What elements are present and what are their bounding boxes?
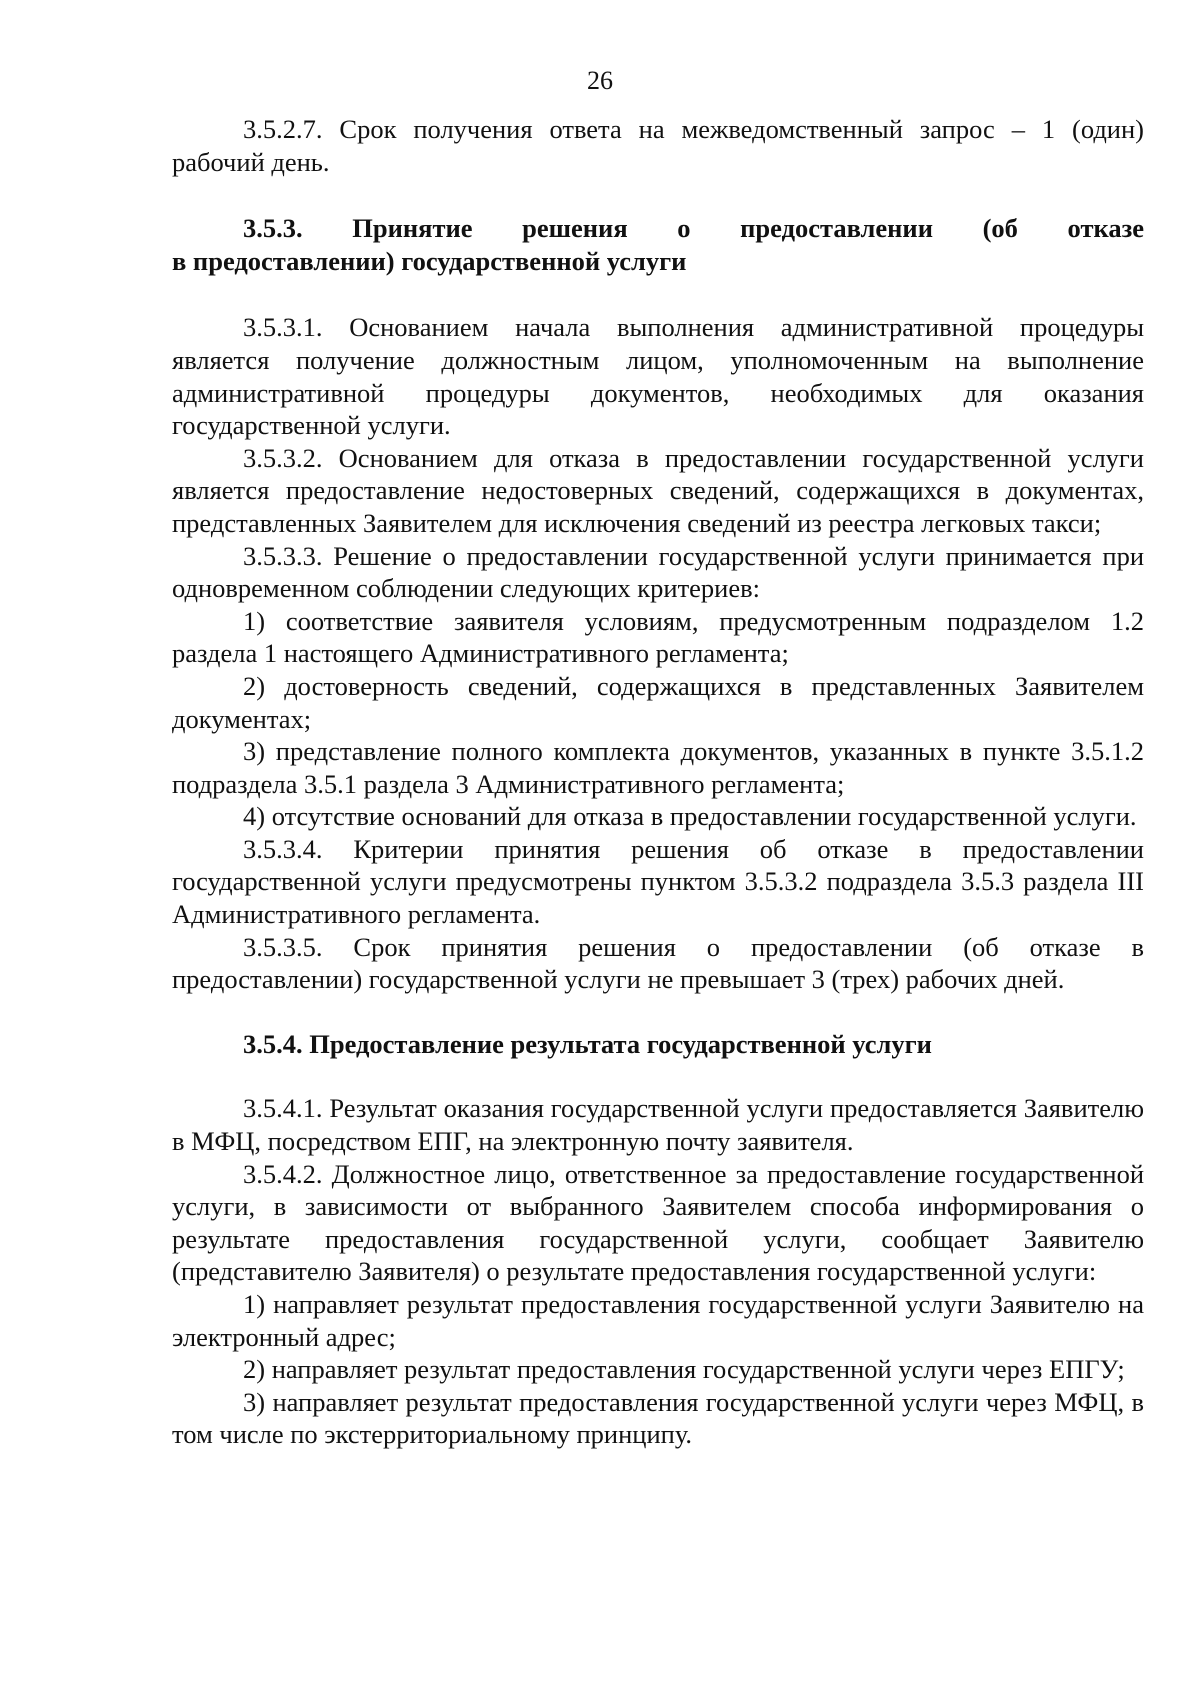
paragraph-3-5-3-3: 3.5.3.3. Решение о предоставлении государственной услуги принимается при одновременном соблюдении следующих критериев: <box>172 540 1144 604</box>
paragraph-3-5-3-4: 3.5.3.4. Критерии принятия решения об отказе в предоставлении государственной услуги предусмотрены пунктом 3.5.3.2 подраздела 3.5.3 раздела III Административного регламента. <box>172 833 1144 930</box>
paragraph-3-5-4-1: 3.5.4.1. Результат оказания государственной услуги предоставляется Заявителю в МФЦ, посредством ЕПГ, на электронную почту заявителя. <box>172 1093 1144 1157</box>
page-number: 26 <box>587 66 613 95</box>
list-item-3-5-3-3-3: 3) представление полного комплекта документов, указанных в пункте 3.5.1.2 подраздела 3.5.1 раздела 3 Административного регламента; <box>172 736 1144 799</box>
list-item-3-5-3-3-2: 2) достоверность сведений, содержащихся в представленных Заявителем документах; <box>172 670 1144 734</box>
section-heading-3-5-3-line2: в предоставлении) государственной услуги <box>172 245 687 276</box>
list-item-3-5-3-3-1: 1) соответствие заявителя условиям, предусмотренным подразделом 1.2 раздела 1 настоящего Административного регламента; <box>172 605 1144 669</box>
list-item-3-5-3-3-4: 4) отсутствие оснований для отказа в предоставлении государственной услуги. <box>243 801 1137 832</box>
list-item-3-5-4-2-1: 1) направляет результат предоставления государственной услуги Заявителю на электронный адрес; <box>172 1289 1144 1352</box>
section-heading-3-5-4: 3.5.4. Предоставление результата государственной услуги <box>243 1028 932 1059</box>
section-heading-3-5-3-line1: 3.5.3. Принятие решения о предоставлении (об отказе <box>243 213 1144 244</box>
paragraph-3-5-3-5: 3.5.3.5. Срок принятия решения о предоставлении (об отказе в предоставлении) государственной услуги не превышает 3 (трех) рабочих дней. <box>172 931 1144 995</box>
paragraph-3-5-3-2: 3.5.3.2. Основанием для отказа в предоставлении государственной услуги является предоставление недостоверных сведений, содержащихся в документах, представленных Заявителем для исключения сведений из реестра легковых такси; <box>172 442 1144 538</box>
list-item-3-5-4-2-2: 2) направляет результат предоставления государственной услуги через ЕПГУ; <box>243 1354 1125 1385</box>
document-body <box>172 113 1144 1451</box>
paragraph-3-5-4-2: 3.5.4.2. Должностное лицо, ответственное за предоставление государственной услуги, в зависимости от выбранного Заявителем способа информирования о результате предоставления государственной услуги, сообщает Заявителю (представителю Заявителя) о результате предоставления государственной услуги: <box>172 1158 1144 1287</box>
list-item-3-5-4-2-3: 3) направляет результат предоставления государственной услуги через МФЦ, в том числе по экстерриториальному принципу. <box>172 1386 1144 1450</box>
paragraph-3-5-3-1: 3.5.3.1. Основанием начала выполнения административной процедуры является получение должностным лицом, уполномоченным на выполнение административной процедуры документов, необходимых для оказания государственной услуги. <box>172 312 1144 441</box>
paragraph-3-5-2-7: 3.5.2.7. Срок получения ответа на межведомственный запрос – 1 (один) рабочий день. <box>172 114 1144 177</box>
